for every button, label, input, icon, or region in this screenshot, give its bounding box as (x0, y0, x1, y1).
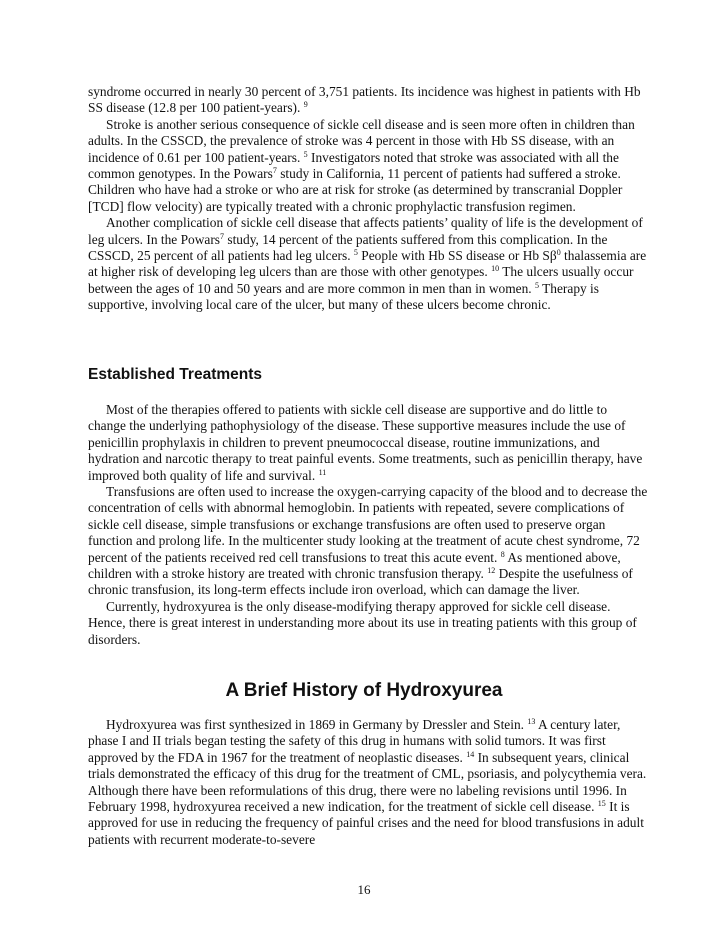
citation-marker: 12 (487, 566, 496, 576)
section-heading: Established Treatments (88, 366, 263, 383)
paragraph (88, 117, 648, 215)
citation-marker: 5 (353, 248, 358, 258)
citation-marker: 15 (597, 799, 606, 809)
text-run: Currently, hydroxyurea is the only disease-modifying therapy approved for sickle cell disease. Hence, there is great interest in understanding more about its use in treating patients with this group of disorders. (88, 598, 637, 647)
history-section (88, 717, 648, 848)
superscript: 0 (556, 248, 561, 258)
text-run: Stroke is another serious consequence of sickle cell disease and is seen more often in children than adults. In the CSSCD, the prevalence of stroke was 4 percent in those with Hb SS disease, with an incidence of 0.61 per 100 patient-years. (88, 116, 635, 165)
chapter-heading: A Brief History of Hydroxyurea (225, 680, 503, 701)
text-run: Despite the usefulness of chronic transfusion, its long-term effects include iron overload, which can damage the liver. (88, 566, 633, 598)
text-run: Investigators noted that stroke was associated with all the common genotypes. In the Powars (88, 149, 619, 182)
treatments-section (88, 402, 648, 648)
paragraph (88, 484, 648, 599)
paragraph (88, 717, 648, 848)
text-run: As mentioned above, children with a stroke history are treated with chronic transfusion therapy. (88, 549, 621, 582)
text-run: Therapy is supportive, involving local care of the ulcer, but many of these ulcers become chronic. (88, 280, 599, 313)
citation-marker: 10 (491, 264, 500, 274)
text-run: thalassemia are at higher risk of developing leg ulcers than are those with other genotypes. (88, 248, 647, 280)
intro-section (88, 84, 648, 314)
text-run: A century later, phase I and II trials began testing the safety of this drug in humans with solid tumors. It was first approved by the FDA in 1967 for the treatment of neoplastic diseases. (88, 717, 621, 765)
citation-marker: 5 (303, 149, 308, 159)
citation-marker: 13 (527, 717, 536, 726)
paragraph (88, 84, 648, 117)
text-run: Another complication of sickle cell disease that affects patients’ quality of life is the development of leg ulcers. In the Powars (88, 215, 643, 247)
text-run: It is approved for use in reducing the frequency of painful crises and the need for blood transfusions in adult patients with recurrent moderate-to-severe (88, 799, 644, 847)
paragraph (88, 599, 648, 648)
text-run: Hydroxyurea was first synthesized in 1869 in Germany by Dressler and Stein. (106, 717, 524, 732)
citation-marker: 8 (500, 549, 505, 559)
text-run: The ulcers usually occur between the ages of 10 and 50 years and are more common in men than in women. (88, 264, 634, 296)
citation-marker: 7 (272, 166, 277, 176)
citation-marker: 7 (220, 231, 225, 241)
citation-marker: 9 (303, 100, 308, 110)
citation-marker: 11 (318, 467, 327, 477)
text-run: Transfusions are often used to increase the oxygen-carrying capacity of the blood and to decrease the concentration of cells with abnormal hemoglobin. In patients with repeated, severe complications of sickle cell disease, simple transfusions or exchange transfusions are often used to preserve organ function and prolong life. In the multicenter study looking at the treatment of acute chest syndrome, 72 percent of the patients received red cell transfusions to treat this acute event. (88, 484, 648, 565)
text-run: syndrome occurred in nearly 30 percent of 3,751 patients. Its incidence was highest in patients with Hb SS disease (12.8 per 100 patient-years). (88, 84, 641, 116)
paragraph (88, 402, 648, 484)
text-run: study in California, 11 percent of patients had suffered a stroke. Children who have had a stroke or who are at risk for stroke (as determined by transcranial Doppler [TCD] flow velocity) are typically treated with a chronic prophylactic transfusion regimen. (88, 166, 623, 214)
text-run: Most of the therapies offered to patients with sickle cell disease are supportive and do little to change the underlying pathophysiology of the disease. These supportive measures include the use of penicillin prophylaxis in children to prevent pneumococcal disease, routine immunizations, and hydration and narcotic therapy to treat painful events. Some treatments, such as penicillin therapy, have improved both quality of life and survival. (88, 402, 643, 483)
citation-marker: 14 (466, 749, 475, 759)
text-run: People with Hb SS disease or Hb Sβ (361, 248, 557, 264)
citation-marker: 5 (534, 280, 539, 290)
text-run: study, 14 percent of the patients suffered from this complication. In the CSSCD, 25 percent of all patients had leg ulcers. (88, 231, 608, 264)
page-number: 16 (357, 882, 371, 897)
paragraph (88, 215, 648, 313)
text-run: In subsequent years, clinical trials demonstrated the efficacy of this drug for the treatment of CML, psoriasis, and polycythemia vera. Although there have been reformulations of this drug, there were no labeling revisions until 1996. In February 1998, hydroxyurea received a new indication, for the treatment of sickle cell disease. (88, 749, 647, 815)
